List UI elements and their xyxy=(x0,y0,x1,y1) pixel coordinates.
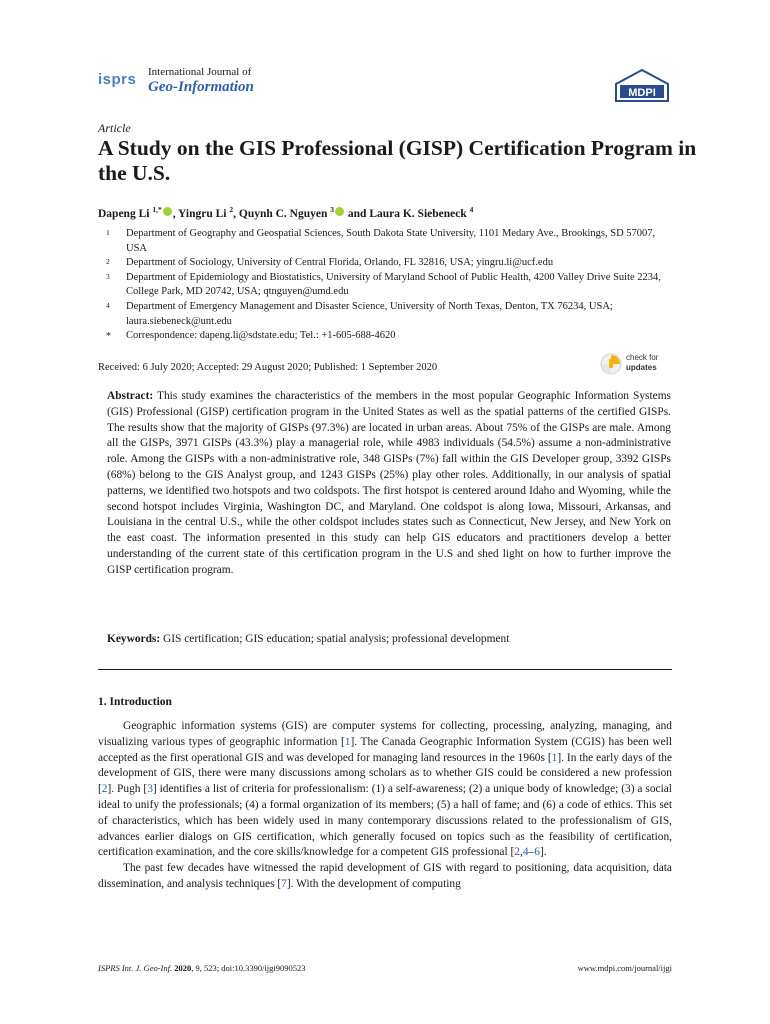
journal-name: Geo-Information xyxy=(148,79,254,95)
affiliation-item xyxy=(98,271,678,300)
author-affiliation-marker: 3 xyxy=(330,205,335,214)
author-separator: , xyxy=(172,207,179,220)
keywords-text: GIS certification; GIS education; spatial analysis; professional development xyxy=(160,633,510,645)
affiliation-text: Department of Emergency Management and Disaster Science, University of North Texas, Denton, TX 76234, USA; laura.siebeneck@unt.edu xyxy=(126,300,613,327)
check-updates-line1: check for xyxy=(626,353,659,362)
paragraph-text: , xyxy=(519,846,523,859)
isprs-logo xyxy=(98,71,136,88)
reference-link[interactable]: 1 xyxy=(344,735,351,748)
section-heading: 1. Introduction xyxy=(98,696,172,708)
paragraph-text: The past few decades have witnessed the rapid development of GIS with regard to positioning, data acquisition, data dissemination, and analysis techniques [ xyxy=(98,862,672,890)
paragraph-text: ] identifies a list of criteria for professionalism: (1) a self-awareness; (2) a unique body of knowledge; (3) a social ideal to unify the professionals; (4) a formal organization of its members; (5) a hall of fame; and (6) a code of ethics. This set of characteristics, which has been widely used in many contemporary discussions related to the professionalism of GIS, advances earlier dialogs on GIS certification, which generally focused on topics such as the feasibility of certification, certification examination, and the core skills/knowledge for a competent GIS professional [ xyxy=(98,783,672,859)
check-updates-text xyxy=(626,353,658,373)
isprs-logo-text: isprs xyxy=(98,71,137,88)
affiliation-number: 4 xyxy=(106,300,110,310)
affiliation-number: * xyxy=(106,331,111,343)
author-name[interactable]: Dapeng Li xyxy=(98,207,150,220)
author-list xyxy=(98,205,473,220)
reference-link[interactable]: 7 xyxy=(281,877,287,890)
reference-link[interactable]: 4 xyxy=(522,846,529,859)
footer-doi: , 9, 523; doi:10.3390/ijgi9090523 xyxy=(191,963,306,973)
check-updates-icon xyxy=(600,353,622,375)
body-paragraph xyxy=(98,861,672,893)
mdpi-logo xyxy=(614,69,670,103)
affiliation-number: 1 xyxy=(106,228,110,237)
article-type: Article xyxy=(98,121,131,135)
footer-citation xyxy=(98,963,306,973)
affiliation-number: 3 xyxy=(106,271,110,281)
affiliation-item xyxy=(98,227,678,256)
abstract xyxy=(107,389,671,579)
paragraph-text: ]. With the development of computing xyxy=(286,877,461,890)
publication-dates: Received: 6 July 2020; Accepted: 29 August 2020; Published: 1 September 2020 xyxy=(98,362,438,373)
reference-link[interactable]: 6 xyxy=(534,846,540,859)
mdpi-logo-text: MDPI xyxy=(628,87,656,99)
paragraph-text: – xyxy=(528,846,535,859)
abstract-label: Abstract: xyxy=(107,390,154,402)
affiliation-text: Department of Sociology, University of Central Florida, Orlando, FL 32816, USA; yingru.li@ucf.edu xyxy=(126,257,554,269)
author-affiliation-marker: 4 xyxy=(469,205,474,214)
author-name[interactable]: Quynh C. Nguyen xyxy=(238,207,328,220)
reference-link[interactable]: 1 xyxy=(551,751,558,764)
abstract-text: This study examines the characteristics of the members in the most popular Geographic Information Systems (GIS) Professional (GISP) certification program in the United States as well as the spatial patterns of the certified GISPs. The results show that the majority of GISPs (97.3%) are located in urban areas. About 75% of the GISPs are male. Among all the GISPs, 3971 GISPs (43.3%) play a managerial role, while 4983 individuals (54.5%) assume a non-administrative role. Among the GISPs with a non-administrative role, 348 GISPs (7%) fall within the GIS Developer group, 3392 GISPs (68%) belong to the GIS Analyst group, and 1243 GISPs (25%) play other roles. Additionally, in our analysis of spatial patterns, we identified two hotspots and two coldspots. The first hotspot is centered around Idaho and Wyoming, while the second hotspot includes Virginia, Washington DC, and Maryland. One coldspot is along Iowa, Missouri, Arkansas, and Louisiana in the central U.S., while the other coldspot includes states such as Connecticut, New Jersey, and New York on the east coast. The information presented in this study can help GIS educators and practitioners develop a better understanding of the current state of this certification program in the U.S and shed light on how to further improve the GISP certification program. xyxy=(107,390,671,576)
footer-journal: ISPRS Int. J. Geo-Inf. xyxy=(98,963,173,973)
body-text xyxy=(98,719,672,893)
check-for-updates-button[interactable] xyxy=(600,352,672,376)
check-updates-line2: updates xyxy=(626,363,657,372)
author-separator: and xyxy=(345,207,370,220)
affiliation-text: Correspondence: dapeng.li@sdstate.edu; Tel.: +1-605-688-4620 xyxy=(126,330,396,342)
author-name[interactable]: Laura K. Siebeneck xyxy=(369,207,467,220)
author-name[interactable]: Yingru Li xyxy=(178,207,227,220)
body-paragraph xyxy=(98,719,672,861)
footer-year: 2020 xyxy=(174,963,192,973)
affiliation-number: 2 xyxy=(106,257,110,267)
keywords-label: Keywords: xyxy=(107,633,161,645)
keywords xyxy=(107,633,671,645)
author-affiliation-marker: 1,* xyxy=(152,205,162,214)
affiliation-item xyxy=(98,300,678,329)
paper-title: A Study on the GIS Professional (GISP) Certification Program in the U.S. xyxy=(98,136,697,185)
affiliation-text: Department of Geography and Geospatial Sciences, South Dakota State University, 1101 Medary Ave., Brookings, SD 57007, USA xyxy=(126,228,656,254)
footer-url[interactable]: www.mdpi.com/journal/ijgi xyxy=(577,963,672,973)
orcid-icon[interactable] xyxy=(163,207,172,216)
affiliations xyxy=(98,227,678,344)
author-separator: , xyxy=(233,207,239,220)
paragraph-text: ]. Pugh [ xyxy=(107,783,148,796)
affiliation-text: Department of Epidemiology and Biostatistics, University of Maryland School of Public Health, 4200 Valley Drive Suite 2234, College Park, MD 20742, USA; qtnguyen@umd.edu xyxy=(126,271,661,298)
paragraph-text: ]. The Canada Geographic Information System (CGIS) has been well accepted as the first operational GIS and was developed for managing land resources in the 1960s [ xyxy=(98,735,672,764)
reference-link[interactable]: 2 xyxy=(514,846,520,859)
affiliation-item xyxy=(98,256,678,271)
section-divider xyxy=(98,669,672,670)
author-affiliation-marker: 2 xyxy=(229,205,234,214)
orcid-icon[interactable] xyxy=(335,207,344,216)
affiliation-item xyxy=(98,329,678,344)
paragraph-text: Geographic information systems (GIS) are computer systems for collecting, processing, analyzing, managing, and visualizing various types of geographic information [ xyxy=(98,720,672,748)
paragraph-text: ]. In the early days of the development of GIS, there were many discussions among scholars as to whether GIS could be considered a new profession [ xyxy=(98,751,672,796)
paragraph-text: ]. xyxy=(539,846,547,859)
reference-link[interactable]: 2 xyxy=(101,783,108,796)
journal-header xyxy=(98,63,670,103)
reference-link[interactable]: 3 xyxy=(147,783,153,796)
journal-prefix: International Journal of xyxy=(148,66,252,78)
